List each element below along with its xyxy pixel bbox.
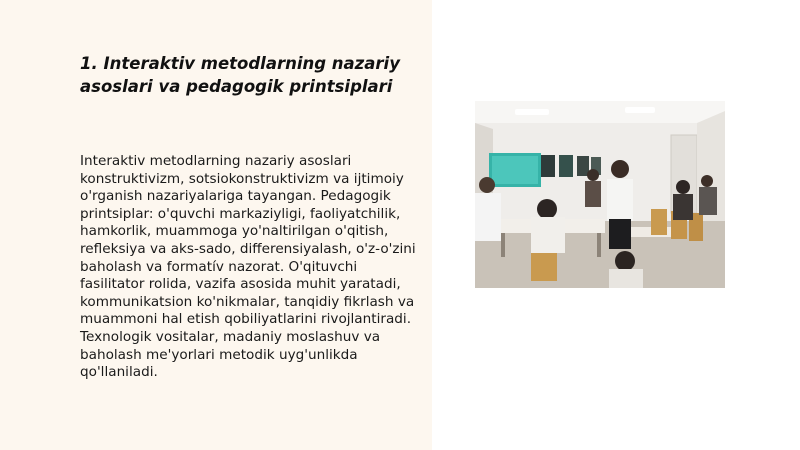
slide-body-text: Interaktiv metodlarning nazariy asoslari konstruktivizm, sotsiokonstruktivizm va ijtimoiy o'rganish nazariyalariga tayangan. Pedagogik printsiplar: o'quvchi markaziyligi, faoliyatchilik, hamkorlik, muammoga yo'naltirilgan o'qitish, refleksiya va aks-sado, differensiyalash, o'z-o'zini baholash va formatív nazorat. O'qituvchi fasilitator rolida, vazifa asosida muhit yaratadi, kommunikatsion ko'nikmalar, tanqidiy fikrlash va muammoni hal etish qobiliyatlarini rivojlantiradi. Texnologik vositalar, madaniy moslashuv va baholash me'yorlari metodik uyg'unlikda qo'llaniladi. [80, 153, 416, 381]
slide-title: 1. Interaktiv metodlarning nazariy asoslari va pedagogik printsiplari [80, 54, 400, 96]
classroom-photo [475, 101, 725, 288]
